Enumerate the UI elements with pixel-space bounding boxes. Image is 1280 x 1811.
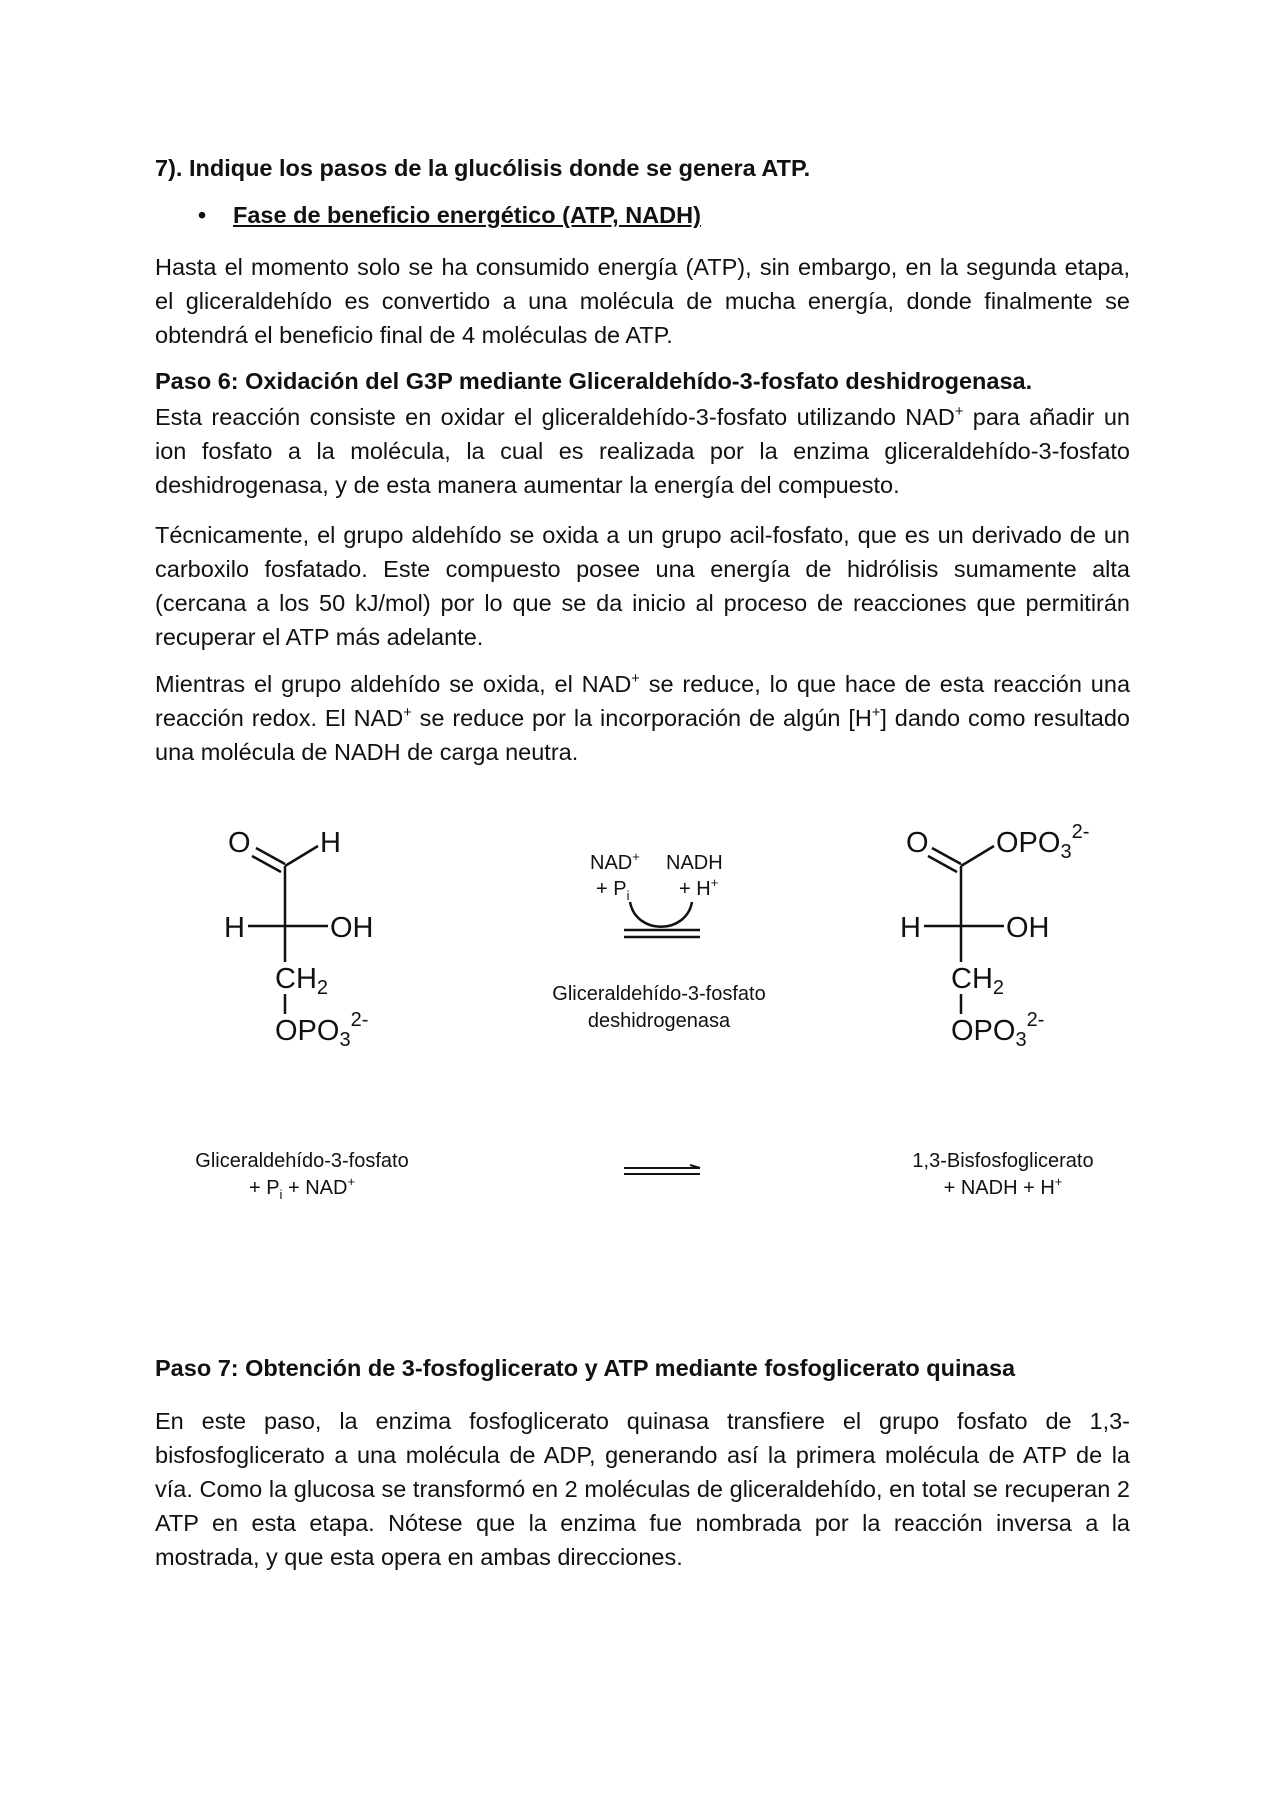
step6-heading: Paso 6: Oxidación del G3P mediante Gliceraldehído-3-fosfato deshidrogenasa. bbox=[155, 368, 1033, 394]
product-line1: 1,3-Bisfosfoglicerato bbox=[912, 1150, 1094, 1172]
right-opo3-top: $OPO_3^{2-}$ bbox=[996, 821, 1090, 863]
cofactor-h: + H+ bbox=[679, 875, 719, 900]
left-opo3: $OPO_3^{2-}$ bbox=[275, 1009, 369, 1051]
step6-paragraph-2: Técnicamente, el grupo aldehído se oxida a un grupo acil-fosfato, que es un derivado de un carboxilo fosfatado. Este compuesto posee una energía de hidrólisis sumamente alta (cercana a los 50 kJ/mol) por lo que se da inicio al proceso de reacciones que permitirán recuperar el ATP más adelante. bbox=[155, 522, 1130, 650]
substrate-line2: + $P_i + NAD^+$ bbox=[248, 1174, 356, 1202]
cofactor-pi: + $P_i$ bbox=[596, 878, 630, 903]
step6-p3-sup1: + bbox=[631, 671, 640, 688]
bullet-marker: • bbox=[198, 202, 207, 228]
step6-p1-text-b: para añadir un ion fosfato a la molécula, la cual es realizada por la enzima gliceraldehído-3-fosfato deshidrogenasa, y de esta manera aumentar la energía del compuesto. bbox=[155, 404, 1130, 498]
step6-p3-text-b: se reduce, lo que hace de esta reacción una reacción redox. El NAD bbox=[155, 671, 1131, 731]
enzyme-arrow bbox=[624, 902, 700, 937]
step6-p3-text-c: se reduce por la incorporación de algún [H bbox=[411, 705, 872, 731]
enzyme-name-line2: deshidrogenasa bbox=[587, 1010, 731, 1032]
intro-paragraph: Hasta el momento solo se ha consumido energía (ATP), sin embargo, en la segunda etapa, el gliceraldehído es convertido a una molécula de mucha energía, donde finalmente se obtendrá el beneficio final de 4 moléculas de ATP. bbox=[155, 254, 1130, 348]
right-opo3: $OPO_3^{2-}$ bbox=[951, 1009, 1045, 1051]
right-ch2: $CH_2$ bbox=[951, 963, 1005, 999]
glyceraldehyde-3-phosphate-structure bbox=[224, 827, 374, 1051]
bullet-heading: Fase de beneficio energético (ATP, NADH) bbox=[233, 202, 701, 228]
step7-heading: Paso 7: Obtención de 3-fosfoglicerato y ATP mediante fosfoglicerato quinasa bbox=[155, 1355, 1016, 1381]
left-oxygen: O bbox=[228, 827, 251, 859]
left-h: H bbox=[224, 912, 245, 944]
right-oxygen: O bbox=[906, 827, 929, 859]
step6-p1-text-a: Esta reacción consiste en oxidar el gliceraldehído-3-fosfato utilizando NAD bbox=[155, 404, 955, 430]
cofactor-nad: NAD+ bbox=[590, 849, 640, 874]
cofactor-labels bbox=[590, 849, 723, 903]
step6-p1-sup: + bbox=[954, 404, 964, 421]
product-line2: + NADH + H+ bbox=[943, 1174, 1063, 1199]
left-oh: OH bbox=[330, 912, 374, 944]
right-h: H bbox=[900, 912, 921, 944]
right-oh: OH bbox=[1006, 912, 1050, 944]
equilibrium-arrow bbox=[624, 1165, 700, 1174]
step6-p3-sup2: + bbox=[403, 705, 412, 722]
left-ch2: $CH_2$ bbox=[275, 963, 329, 999]
step6-p3-text-a: Mientras el grupo aldehído se oxida, el NAD bbox=[155, 671, 632, 697]
enzyme-name-line1: Gliceraldehído-3-fosfato bbox=[552, 983, 766, 1005]
step6-p3-sup3: + bbox=[871, 705, 881, 722]
substrate-line1: Gliceraldehído-3-fosfato bbox=[195, 1150, 409, 1172]
step7-paragraph: En este paso, la enzima fosfoglicerato quinasa transfiere el grupo fosfato de 1,3-bisfosfoglicerato a una molécula de ADP, generando así la primera molécula de ATP de la vía. Como la glucosa se transformó en 2 moléculas de gliceraldehído, en total se recuperan 2 ATP en esta etapa. Nótese que la enzima fue nombrada por la reacción inversa a la mostrada, y que esta opera en ambas direcciones. bbox=[155, 1408, 1130, 1570]
question-heading: 7). Indique los pasos de la glucólisis donde se genera ATP. bbox=[155, 155, 811, 181]
left-aldehyde-h: H bbox=[320, 827, 341, 859]
step6-p3-text-d: ] dando como resultado una molécula de NADH de carga neutra. bbox=[155, 705, 1130, 765]
cofactor-nadh: NADH bbox=[666, 852, 723, 874]
